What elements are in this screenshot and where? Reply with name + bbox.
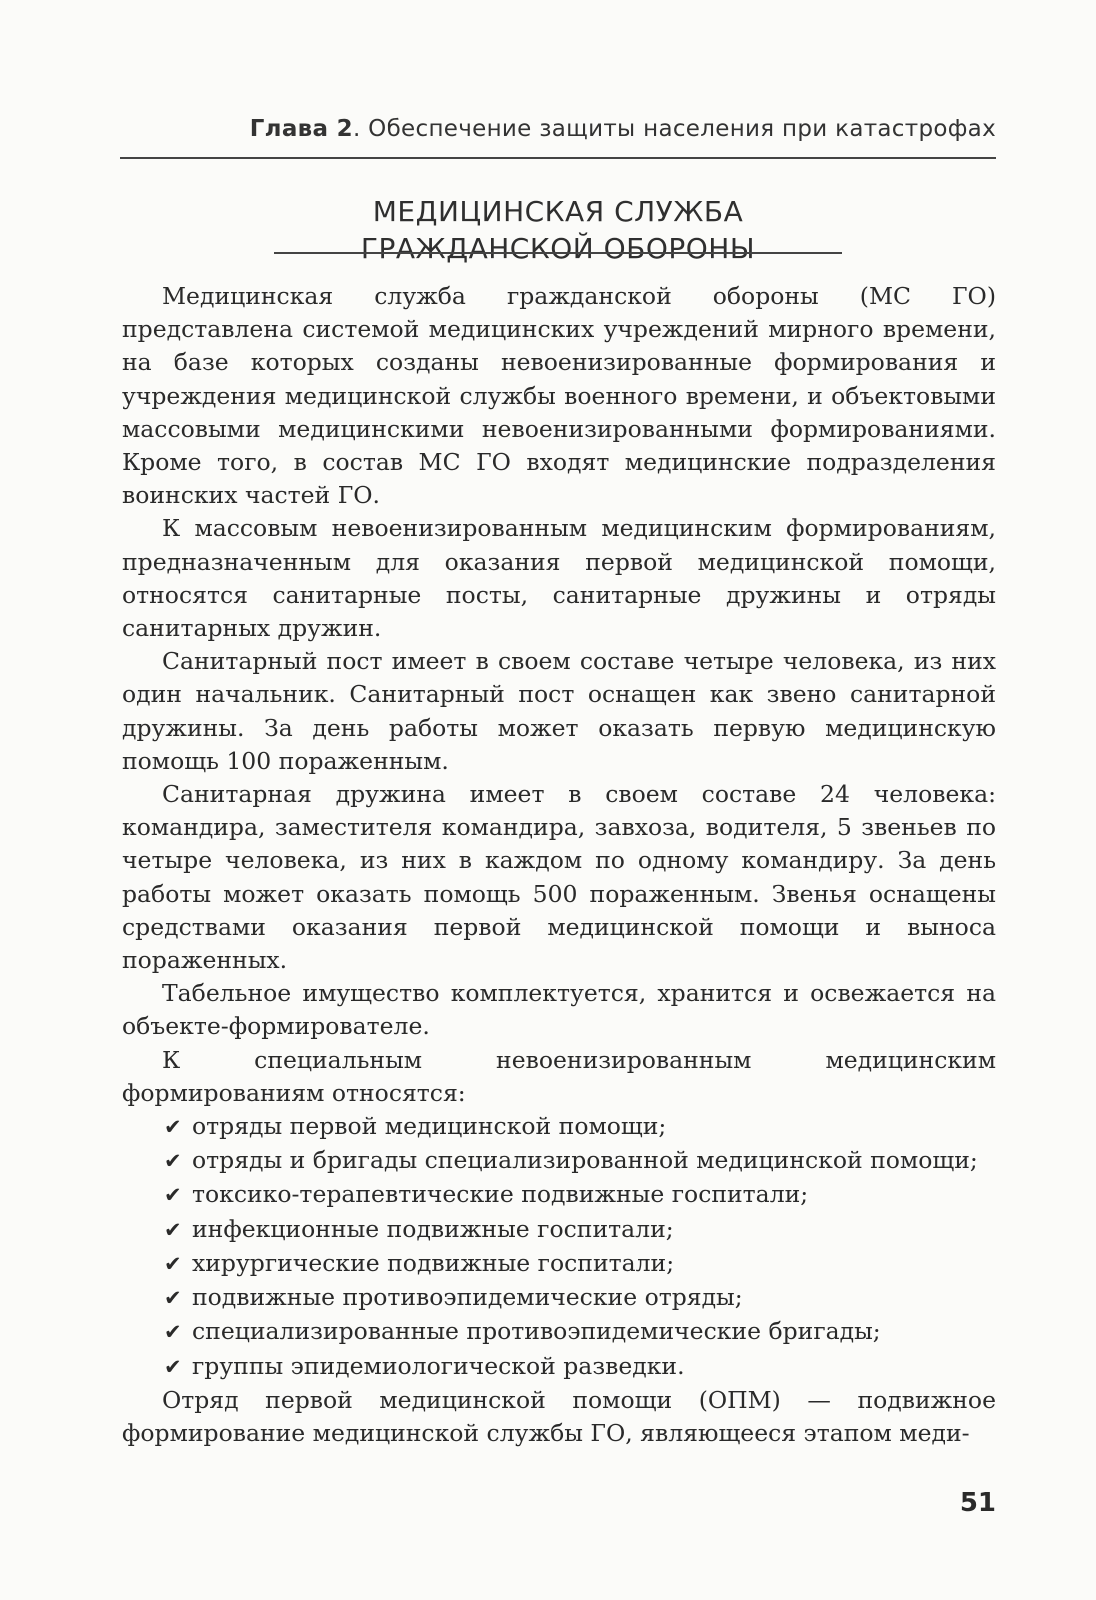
paragraph: К специальным невоенизированным медицинским формированиям относятся:: [122, 1045, 996, 1107]
list-item: [164, 1350, 996, 1384]
list-item-text: отряды первой медицинской помощи;: [192, 1112, 667, 1141]
checkmark-icon: ✔: [164, 1183, 182, 1208]
body-text: [122, 280, 996, 1450]
list-item-text: группы эпидемиологической разведки.: [192, 1351, 685, 1380]
list-item-text: токсико-терапевтические подвижные госпитали;: [192, 1180, 809, 1209]
checkmark-icon: ✔: [164, 1149, 182, 1174]
formations-list: [122, 1110, 996, 1384]
list-item-text: специализированные противоэпидемические бригады;: [192, 1317, 881, 1346]
section-title-line-1: МЕДИЦИНСКАЯ СЛУЖБА: [372, 194, 744, 228]
checkmark-icon: ✔: [164, 1115, 182, 1140]
chapter-title: . Обеспечение защиты населения при катастрофах: [352, 116, 996, 142]
paragraph: Табельное имущество комплектуется, хранится и освежается на объекте-формирователе.: [122, 979, 996, 1041]
checkmark-icon: ✔: [164, 1320, 182, 1345]
list-item: [164, 1178, 996, 1212]
list-item-text: инфекционные подвижные госпитали;: [192, 1214, 674, 1243]
list-item: [164, 1315, 996, 1349]
paragraph: Санитарный пост имеет в своем составе четыре человека, из них один начальник. Санитарный пост оснащен как звено санитарной дружины. За день работы может оказать первую медицинскую помощь 100 пораженным.: [122, 647, 996, 775]
section-title: [120, 193, 996, 267]
paragraph: Санитарная дружина имеет в своем составе 24 человека: командира, заместителя командира, завхоза, водителя, 5 звеньев по четыре человека, из них в каждом по одному командиру. За день работы может оказать помощь 500 пораженным. Звенья оснащены средствами оказания первой медицинской помощи и выноса пораженных.: [122, 780, 996, 975]
list-item: [164, 1247, 996, 1281]
checkmark-icon: ✔: [164, 1251, 182, 1276]
paragraph: Медицинская служба гражданской обороны (МС ГО) представлена системой медицинских учреждений мирного времени, на базе которых созданы невоенизированные формирования и учреждения медицинской службы военного времени, и объектовыми массовыми медицинскими невоенизированными формированиями. Кроме того, в состав МС ГО входят медицинские подразделения воинских частей ГО.: [122, 282, 996, 510]
list-item: [164, 1110, 996, 1144]
list-item: [164, 1213, 996, 1247]
list-item: [164, 1281, 996, 1315]
list-item-text: подвижные противоэпидемические отряды;: [192, 1283, 743, 1312]
list-item-text: отряды и бригады специализированной медицинской помощи;: [192, 1146, 978, 1175]
checkmark-icon: ✔: [164, 1286, 182, 1311]
running-header: [120, 116, 996, 142]
paragraph: К массовым невоенизированным медицинским формированиям, предназначенным для оказания первой медицинской помощи, относятся санитарные посты, санитарные дружины и отряды санитарных дружин.: [122, 514, 996, 643]
section-title-rule: [274, 252, 842, 254]
checkmark-icon: ✔: [164, 1217, 182, 1242]
list-item-text: хирургические подвижные госпитали;: [192, 1248, 675, 1277]
chapter-label: Глава 2: [249, 116, 353, 142]
header-rule: [120, 157, 996, 159]
checkmark-icon: ✔: [164, 1354, 182, 1379]
section-title-line-2: ГРАЖДАНСКОЙ ОБОРОНЫ: [360, 231, 756, 265]
list-item: [164, 1144, 996, 1178]
page-number: 51: [959, 1488, 996, 1518]
final-paragraph: Отряд первой медицинской помощи (ОПМ) — подвижное формирование медицинской службы ГО, являющееся этапом меди-: [122, 1385, 996, 1447]
